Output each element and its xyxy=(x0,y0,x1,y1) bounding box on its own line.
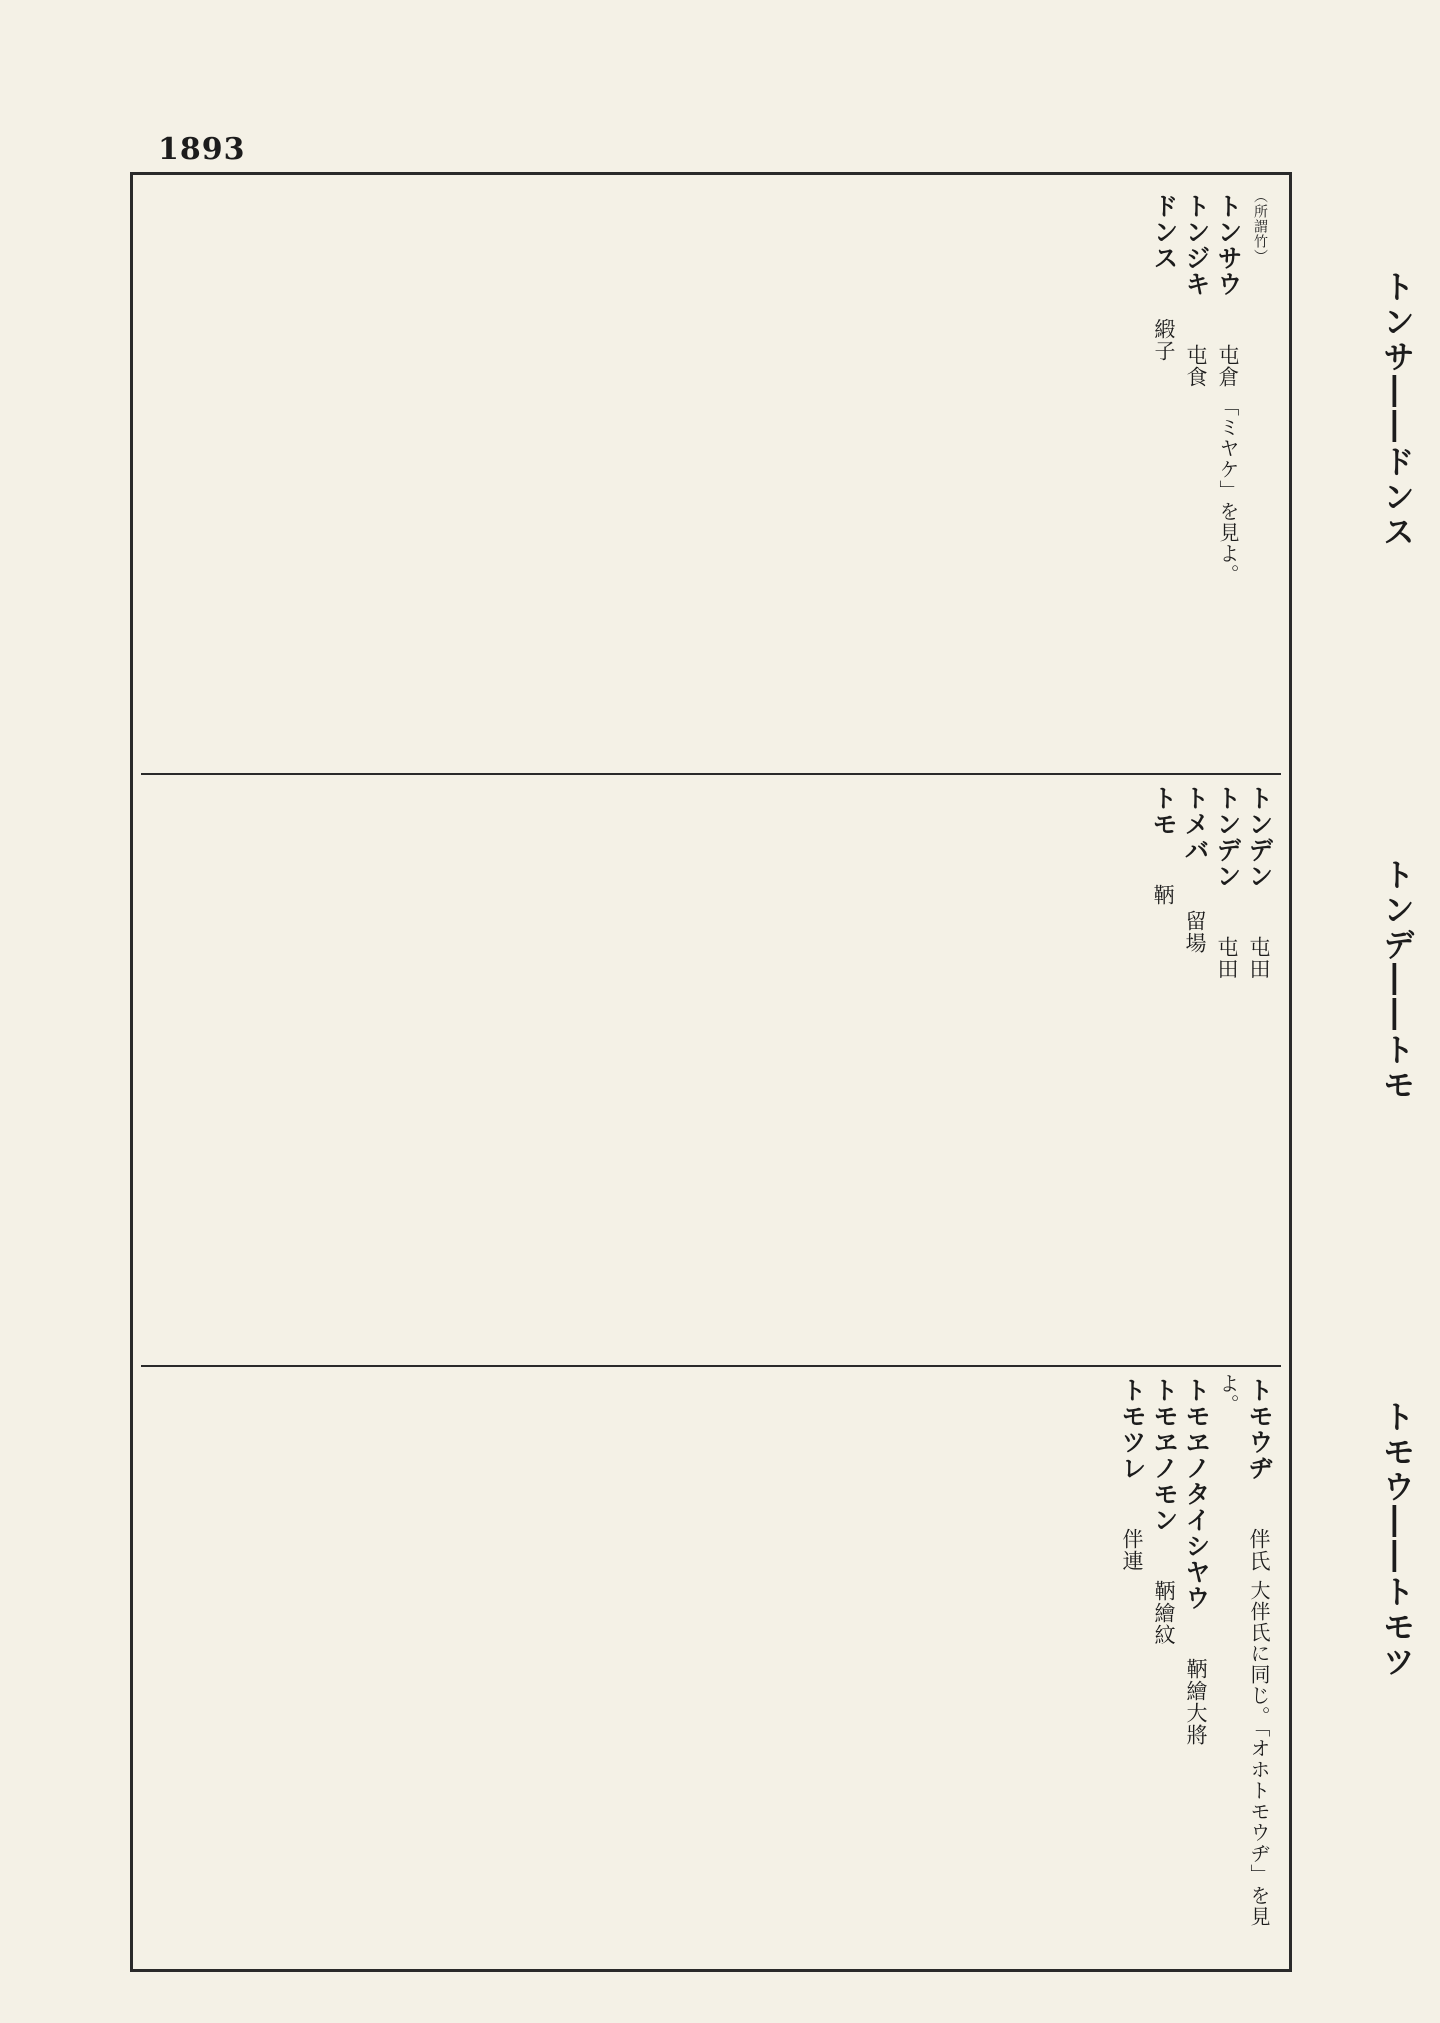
entry-kanji: 屯田 xyxy=(1247,936,1271,981)
text-tier xyxy=(147,189,1275,767)
entry-headword: トモヱノモン xyxy=(1150,1377,1179,1533)
entry-headword: ドンス xyxy=(1150,193,1179,271)
entry-headword: トンデン xyxy=(1213,785,1242,889)
entry-kanji: 留場 xyxy=(1183,910,1207,955)
tier-divider xyxy=(141,1365,1281,1367)
text-tier xyxy=(147,781,1275,1359)
entry-kanji: 伴氏 xyxy=(1247,1528,1271,1573)
running-head: トンサ――ドンス xyxy=(1378,270,1416,550)
running-head: トンデ――トモ xyxy=(1378,857,1416,1103)
entry-kanji: 伴連 xyxy=(1120,1528,1144,1573)
entry-headword: トモ xyxy=(1149,785,1178,837)
entry-headword: トンデン xyxy=(1245,785,1274,889)
entry-headword: トンジキ xyxy=(1182,193,1211,297)
entry-text: 「ミヤケ」を見よ。 xyxy=(1216,395,1240,585)
continuation-note: （所謂竹） xyxy=(1252,189,1268,264)
text-frame xyxy=(130,172,1292,1972)
entry-headword: トモウヂ xyxy=(1245,1377,1274,1481)
entry-headword: トンサウ xyxy=(1214,193,1243,297)
entry-headword: トモツレ xyxy=(1118,1377,1147,1481)
text-tier xyxy=(147,1373,1275,1959)
page-number: 1893 xyxy=(158,132,246,167)
running-head: トモウ――トモツ xyxy=(1378,1400,1416,1680)
entry-kanji: 屯食 xyxy=(1184,344,1208,389)
tier-divider xyxy=(141,773,1281,775)
entry-kanji: 屯倉 xyxy=(1216,344,1240,389)
entry-kanji: 鞆 xyxy=(1151,884,1175,907)
entry-kanji: 緞子 xyxy=(1152,318,1176,363)
entry-headword: トメバ xyxy=(1181,785,1210,863)
entry-text: 大伴氏に同じ。「オホトモウヂ」を見よ。 xyxy=(1216,1373,1271,1927)
entry-kanji: 鞆繪紋 xyxy=(1152,1580,1176,1647)
entry-headword: トモヱノタイシヤウ xyxy=(1182,1377,1211,1611)
entry-kanji: 鞆繪大將 xyxy=(1184,1658,1208,1747)
entry-kanji: 屯田 xyxy=(1215,936,1239,981)
